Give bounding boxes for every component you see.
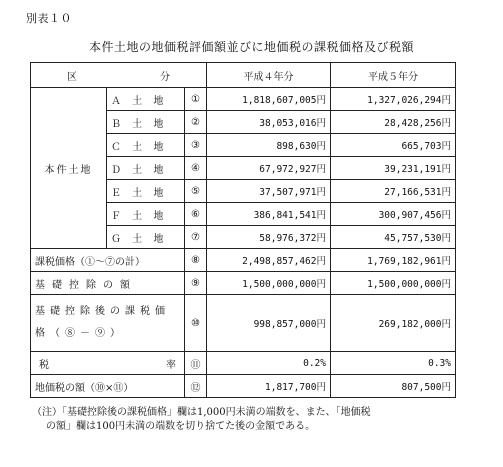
row-number: ② [185, 111, 207, 134]
row-number: ⑪ [185, 352, 207, 375]
summary-label: 基礎控除の額 [31, 272, 185, 295]
value-year4: 898,630円 [207, 134, 331, 157]
row-number: ⑧ [185, 249, 207, 272]
row-number: ⑤ [185, 180, 207, 203]
value-year4: 2,498,857,462円 [207, 249, 331, 272]
value-year4: 386,841,541円 [207, 203, 331, 226]
row-number: ⑩ [185, 295, 207, 352]
row-number: ① [185, 88, 207, 111]
row-number: ⑥ [185, 203, 207, 226]
table-row [31, 88, 456, 111]
header-year5: 平成５年分 [331, 63, 456, 88]
footnote [32, 406, 472, 434]
summary-row-tax-rate [31, 352, 456, 375]
value-year5: 300,907,456円 [331, 203, 456, 226]
land-name: Ｂ 土 地 [107, 111, 185, 134]
value-year5: 39,231,191円 [331, 157, 456, 180]
value-year4: 58,976,372円 [207, 226, 331, 249]
value-year5: 0.3% [331, 352, 456, 375]
summary-label: 課税価格（①～⑦の計） [31, 249, 185, 272]
value-year4: 1,818,607,005円 [207, 88, 331, 111]
value-year5: 1,327,026,294円 [331, 88, 456, 111]
value-year5: 45,757,530円 [331, 226, 456, 249]
value-year4: 67,972,927円 [207, 157, 331, 180]
value-year4: 1,500,000,000円 [207, 272, 331, 295]
row-number: ⑦ [185, 226, 207, 249]
value-year5: 27,166,531円 [331, 180, 456, 203]
value-year5: 665,703円 [331, 134, 456, 157]
value-year5: 28,428,256円 [331, 111, 456, 134]
land-name: Ｆ 土 地 [107, 203, 185, 226]
value-year4: 998,857,000円 [207, 295, 331, 352]
footnote-line: の額」欄は100円未満の端数を切り捨てた後の金額である。 [46, 421, 316, 432]
footnote-line: （注）「基礎控除後の課税価格」欄は1,000円未満の端数を、また、「地価税 [32, 407, 371, 418]
row-number: ⑫ [185, 375, 207, 398]
summary-row-after-deduction [31, 295, 456, 352]
tax-table [30, 62, 456, 398]
summary-label: 税 率 [31, 352, 185, 375]
land-name: Ｄ 土 地 [107, 157, 185, 180]
summary-label: 地価税の額（⑩×⑪） [31, 375, 185, 398]
summary-row-tax-amount [31, 375, 456, 398]
land-name: Ｅ 土 地 [107, 180, 185, 203]
group-label: 本件土地 [31, 88, 107, 249]
summary-row-basic-deduction [31, 272, 456, 295]
row-number: ③ [185, 134, 207, 157]
header-row [31, 63, 456, 88]
header-year4: 平成４年分 [207, 63, 331, 88]
value-year4: 1,817,700円 [207, 375, 331, 398]
value-year5: 807,500円 [331, 375, 456, 398]
value-year4: 37,507,971円 [207, 180, 331, 203]
document-title: 本件土地の地価税評価額並びに地価税の課税価格及び税額 [88, 40, 414, 54]
value-year4: 38,053,016円 [207, 111, 331, 134]
summary-label: 基礎控除後の課税価格（⑧－⑨） [31, 295, 185, 352]
page-label: 別表１０ [26, 12, 72, 25]
value-year5: 1,500,000,000円 [331, 272, 456, 295]
row-number: ④ [185, 157, 207, 180]
summary-row-taxable-value [31, 249, 456, 272]
row-number: ⑨ [185, 272, 207, 295]
value-year4: 0.2% [207, 352, 331, 375]
value-year5: 1,769,182,961円 [331, 249, 456, 272]
land-name: Ａ 土 地 [107, 88, 185, 111]
land-name: Ｃ 土 地 [107, 134, 185, 157]
header-kubun: 区 分 [31, 63, 207, 88]
value-year5: 269,182,000円 [331, 295, 456, 352]
land-name: Ｇ 土 地 [107, 226, 185, 249]
